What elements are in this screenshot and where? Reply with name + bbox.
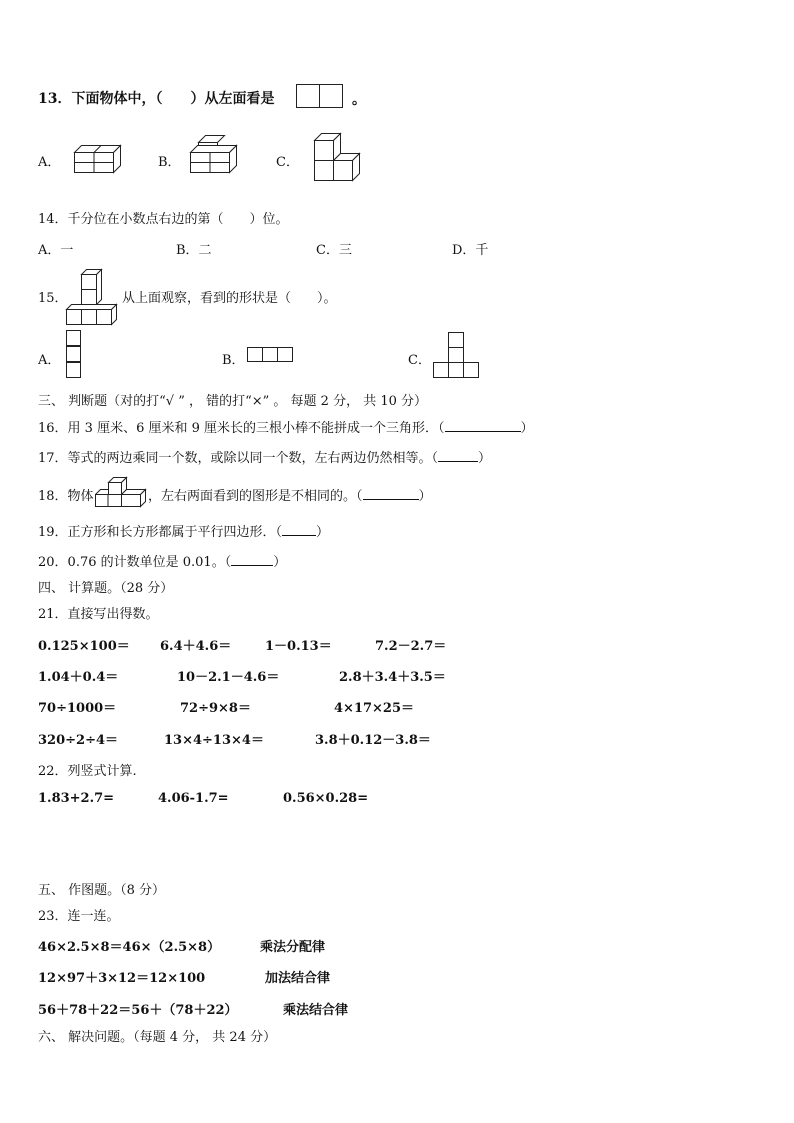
section5-heading: 五、 作图题。（8 分） [38,883,166,898]
q19-answer-blank[interactable] [282,523,316,536]
q13-option-a-figure [74,144,124,176]
q15-option-b[interactable]: B． [222,353,245,368]
q13-prefix: 13．下面物体中，（ ）从左面看是 [38,91,275,107]
q22-title: 22．列竖式计算. [38,764,137,779]
q14-option-a[interactable]: A．一 [38,243,74,258]
q17-text: 17．等式的两边乘同一个数，或除以同一个数，左右两边仍然相等。（ [38,451,439,466]
q13-suffix: 。 [352,92,366,108]
q23-left-1[interactable]: 12×97＋3×12＝12×100 [38,971,206,986]
q15-option-a-figure [66,330,82,380]
q14-option-c[interactable]: C．三 [316,243,352,258]
calc-3-0: 320÷2÷4＝ [38,733,119,748]
q15-option-c[interactable]: C． [408,353,431,368]
q23-right-2[interactable]: 乘法结合律 [283,1003,349,1018]
q23-right-1[interactable]: 加法结合律 [265,971,331,986]
q13-option-c[interactable]: C． [276,155,299,170]
calc-3-2: 3.8＋0.12－3.8＝ [315,733,431,748]
q13-option-b-figure [190,138,242,178]
q14-option-b[interactable]: B．二 [176,243,212,258]
q23-left-2[interactable]: 56＋78＋22＝56＋（78＋22） [38,1003,238,1018]
q16-answer-blank[interactable] [445,419,521,432]
calc-2-2: 4×17×25＝ [334,701,415,716]
calc-0-1: 6.4＋4.6＝ [160,639,232,654]
q20-close: ） [273,555,287,570]
q13-option-a[interactable]: A． [38,155,61,170]
q18-label: 18．物体 [38,489,94,504]
q16-row [38,417,534,436]
q19-text: 19．正方形和长方形都属于平行四边形．（ [38,525,283,540]
q19-close: ） [316,525,330,540]
q18-row [148,485,432,504]
q18-close: ） [418,489,432,504]
q18-object-figure [94,476,150,510]
q22-item-0: 1.83+2.7= [38,791,115,806]
q15-number: 15． [38,291,68,306]
q21-title: 21．直接写出得数。 [38,607,159,622]
q13-question [38,88,274,108]
q16-close: ） [520,421,534,436]
calc-2-1: 72÷9×8＝ [180,701,251,716]
q18-answer-blank[interactable] [363,487,419,500]
q23-title: 23．连一连。 [38,909,120,924]
calc-1-1: 10－2.1－4.6＝ [177,670,280,685]
q14-option-d[interactable]: D．千 [452,243,489,258]
calc-0-2: 1－0.13＝ [265,639,332,654]
calc-0-0: 0.125×100＝ [38,639,130,654]
section6-heading: 六、 解决问题。（每题 4 分， 共 24 分） [38,1030,277,1045]
calc-0-3: 7.2－2.7＝ [375,639,447,654]
calc-1-2: 2.8＋3.4＋3.5＝ [339,670,446,685]
section4-heading: 四、 计算题。（28 分） [38,581,174,596]
section3-heading: 三、 判断题（对的打“√ ” ， 错的打“×” 。 每题 2 分， 共 10 分） [38,394,428,409]
q22-item-1: 4.06-1.7= [158,791,229,806]
q20-answer-blank[interactable] [231,553,273,566]
q14-question: 14．千分位在小数点右边的第（ ）位。 [38,212,289,227]
q13-left-view-figure [296,84,346,110]
q17-row [38,447,491,466]
q15-option-b-figure [247,347,295,363]
calc-2-0: 70÷1000＝ [38,701,117,716]
q15-option-c-figure [433,332,481,380]
q23-right-0[interactable]: 乘法分配律 [260,940,326,955]
calc-3-1: 13×4÷13×4＝ [164,733,264,748]
q22-item-2: 0.56×0.28= [283,791,369,806]
calc-1-0: 1.04＋0.4＝ [38,670,119,685]
q16-text: 16．用 3 厘米、6 厘米和 9 厘米长的三根小棒不能拼成一个三角形．（ [38,421,445,436]
q15-object-figure [66,266,124,324]
q13-option-c-figure [312,132,364,184]
q19-row [38,521,329,540]
q15-option-a[interactable]: A． [38,353,61,368]
q23-left-0[interactable]: 46×2.5×8＝46×（2.5×8） [38,940,221,955]
q13-option-b[interactable]: B． [158,155,181,170]
q17-close: ） [478,451,492,466]
q20-row [38,551,286,570]
q18-text: ，左右两面看到的图形是不相同的。（ [148,489,363,504]
q15-text: 从上面观察，看到的形状是（ ）。 [122,291,337,306]
q20-text: 20．0.76 的计数单位是 0.01。（ [38,555,232,570]
q17-answer-blank[interactable] [438,449,478,462]
